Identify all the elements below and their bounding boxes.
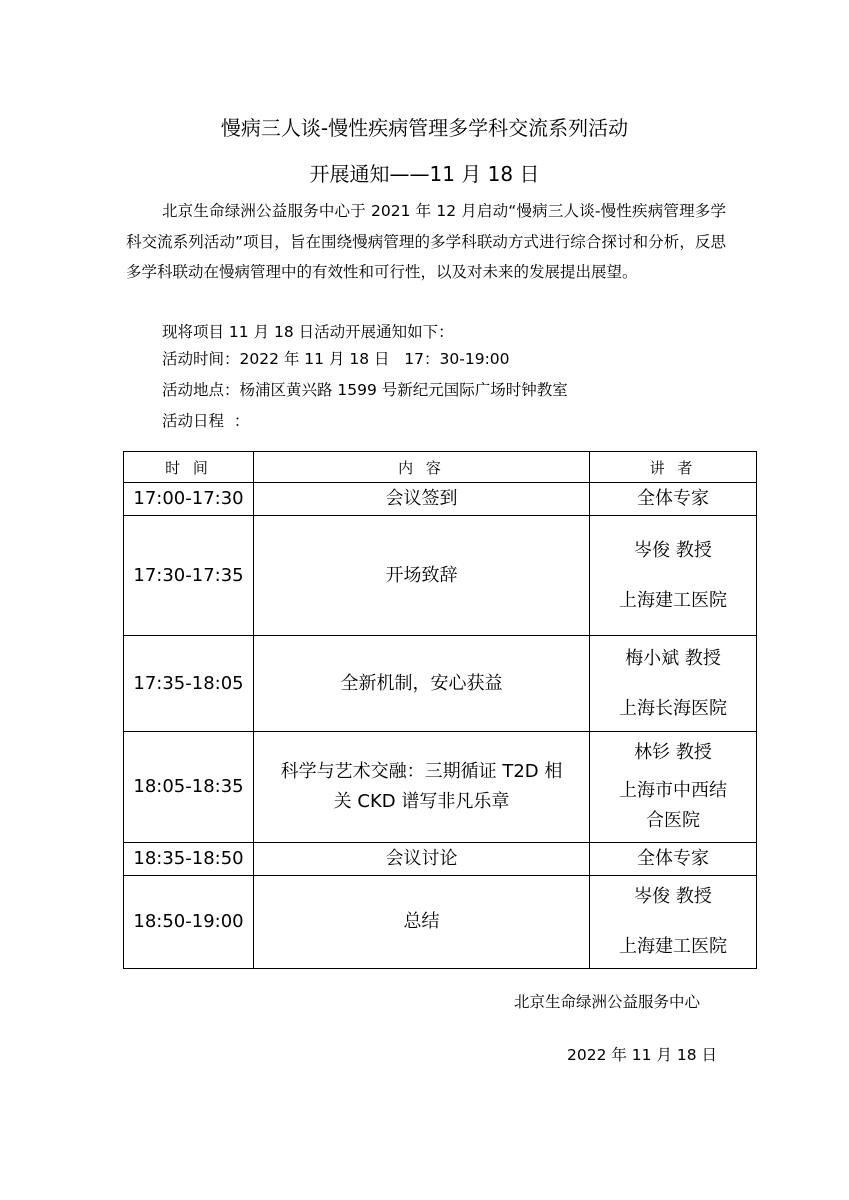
speaker-name: 岑俊 教授: [634, 539, 712, 561]
row-content: 全新机制，安心获益: [254, 636, 590, 732]
speaker-name: 梅小斌 教授: [625, 647, 721, 669]
speaker-affiliation: 上海建工医院: [619, 589, 727, 611]
row-time: 17:35-18:05: [124, 636, 254, 732]
table-header-row: [124, 452, 757, 483]
speaker-affiliation: 上海建工医院: [619, 936, 727, 957]
row-time: 17:30-17:35: [124, 516, 254, 636]
row-content: 科学与艺术交融：三期循证 T2D 相关 CKD 谱写非凡乐章: [254, 732, 590, 843]
speaker-affiliation: 上海市中西结合医院: [619, 780, 727, 831]
row-time: 18:50-19:00: [124, 876, 254, 969]
header-speaker: 讲 者: [590, 452, 757, 483]
table-row: [124, 876, 757, 969]
row-content: 会议讨论: [254, 843, 590, 876]
table-row: [124, 732, 757, 843]
row-speaker: 全体专家: [590, 483, 757, 516]
schedule-label: 活动日程 ：: [162, 412, 250, 430]
row-speaker: 全体专家: [590, 843, 757, 876]
row-speaker-cell: [590, 876, 757, 969]
intro-paragraph: 北京生命绿洲公益服务中心于 2021 年 12 月启动“慢病三人谈-慢性疾病管理多学科交流系列活动”项目，旨在围绕慢病管理的多学科联动方式进行综合探讨和分析，反思多学科联动在慢病管理中的有效性和可行性，以及对未来的发展提出展望。: [126, 202, 726, 281]
document-subtitle: 开展通知——11 月 18 日: [309, 162, 540, 186]
table-row: [124, 516, 757, 636]
row-time: 18:05-18:35: [124, 732, 254, 843]
table-row: [124, 636, 757, 732]
speaker-affiliation: 上海长海医院: [619, 697, 727, 719]
row-content: 总结: [254, 876, 590, 969]
activity-location: 活动地点：杨浦区黄兴路 1599 号新纪元国际广场时钟教室: [162, 381, 568, 399]
row-speaker-cell: [590, 516, 757, 636]
speaker-name: 林钐 教授: [634, 742, 712, 763]
schedule-table: [123, 451, 757, 969]
row-speaker-cell: [590, 732, 757, 843]
speaker-name: 岑俊 教授: [634, 886, 712, 907]
row-content: 会议签到: [254, 483, 590, 516]
notice-line: 现将项目 11 月 18 日活动开展通知如下：: [162, 323, 454, 341]
row-speaker-cell: [590, 636, 757, 732]
table-row: [124, 483, 757, 516]
table-row: [124, 843, 757, 876]
row-time: 18:35-18:50: [124, 843, 254, 876]
document-title: 慢病三人谈-慢性疾病管理多学科交流系列活动: [220, 116, 629, 140]
header-time: 时 间: [124, 452, 254, 483]
row-time: 17:00-17:30: [124, 483, 254, 516]
header-content: 内 容: [254, 452, 590, 483]
footer-organization: 北京生命绿洲公益服务中心: [514, 993, 701, 1011]
row-content: 开场致辞: [254, 516, 590, 636]
footer-date: 2022 年 11 月 18 日: [567, 1046, 718, 1064]
activity-time: 活动时间：2022 年 11 月 18 日 17：30-19:00: [162, 350, 510, 368]
